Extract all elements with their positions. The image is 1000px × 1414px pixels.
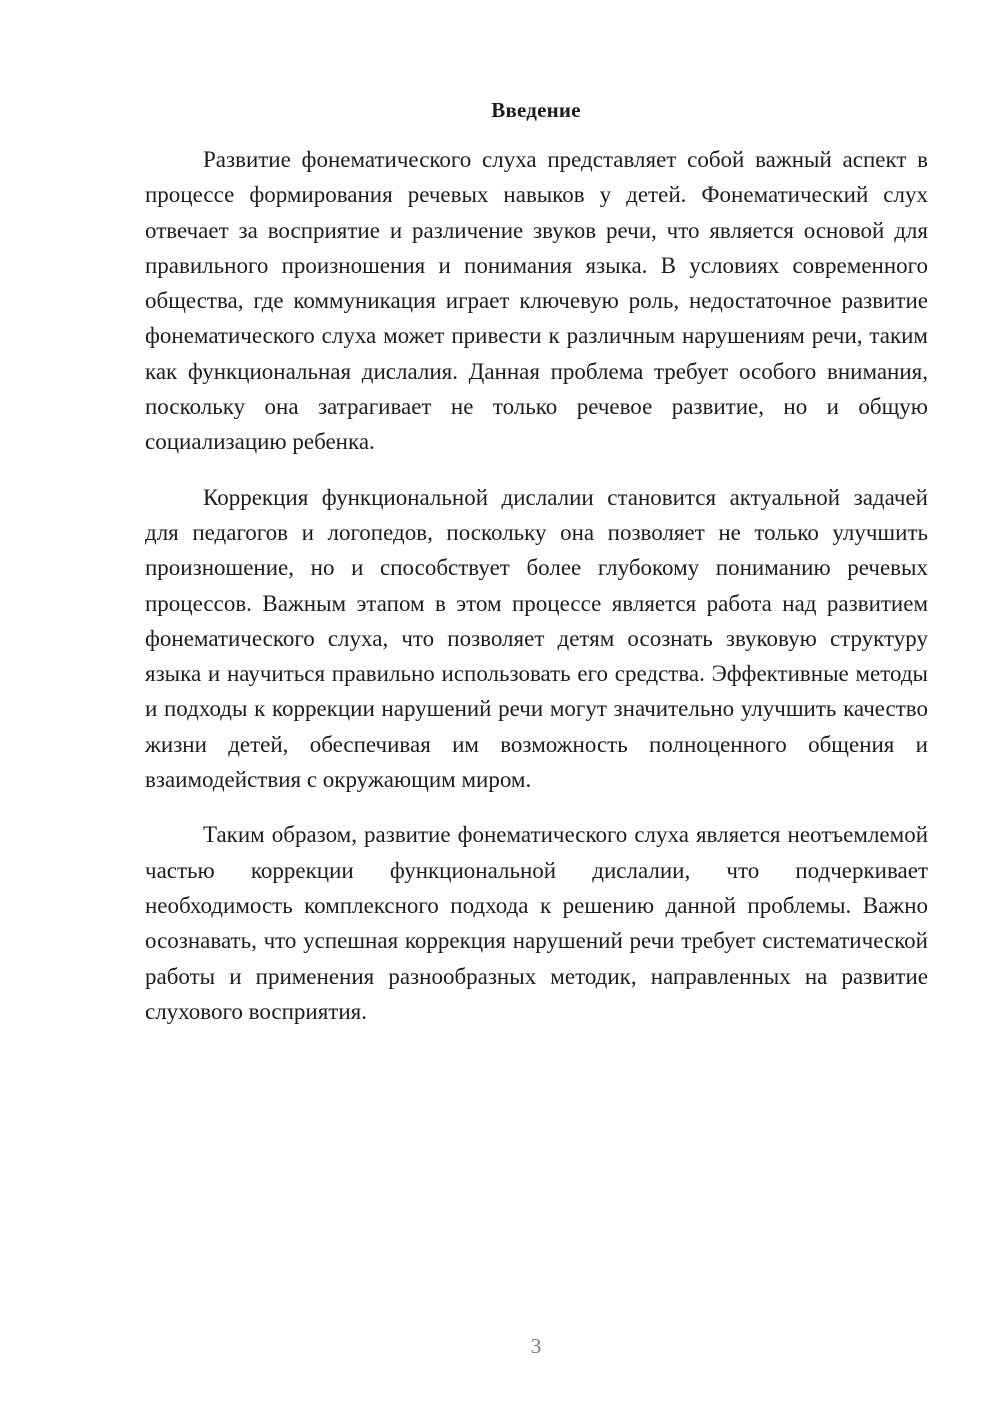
body-text	[145, 142, 928, 1049]
paragraph-2: Коррекция функциональной дислалии становится актуальной задачей для педагогов и логопедов, поскольку она позволяет не только улучшить произношение, но и способствует более глубокому пониманию речевых процессов. Важным этапом в этом процессе является работа над развитием фонематического слуха, что позволяет детям осознать звуковую структуру языка и научиться правильно использовать его средства. Эффективные методы и подходы к коррекции нарушений речи могут значительно улучшить качество жизни детей, обеспечивая им возможность полноценного общения и взаимодействия с окружающим миром.	[145, 484, 928, 793]
paragraph-1: Развитие фонематического слуха представляет собой важный аспект в процессе формирования речевых навыков у детей. Фонематический слух отвечает за восприятие и различение звуков речи, что является основой для правильного произношения и понимания языка. В условиях современного общества, где коммуникация играет ключевую роль, недостаточное развитие фонематического слуха может привести к различным нарушениям речи, таким как функциональная дислалия. Данная проблема требует особого внимания, поскольку она затрагивает не только речевое развитие, но и общую социализацию ребенка.	[145, 147, 928, 455]
paragraph-3: Таким образом, развитие фонематического слуха является неотъемлемой частью коррекции функциональной дислалии, что подчеркивает необходимость комплексного подхода к решению данной проблемы. Важно осознавать, что успешная коррекция нарушений речи требует систематической работы и применения разнообразных методик, направленных на развитие слухового восприятия.	[145, 822, 928, 1024]
section-heading: Введение	[491, 98, 581, 122]
page-number: 3	[530, 1334, 542, 1358]
